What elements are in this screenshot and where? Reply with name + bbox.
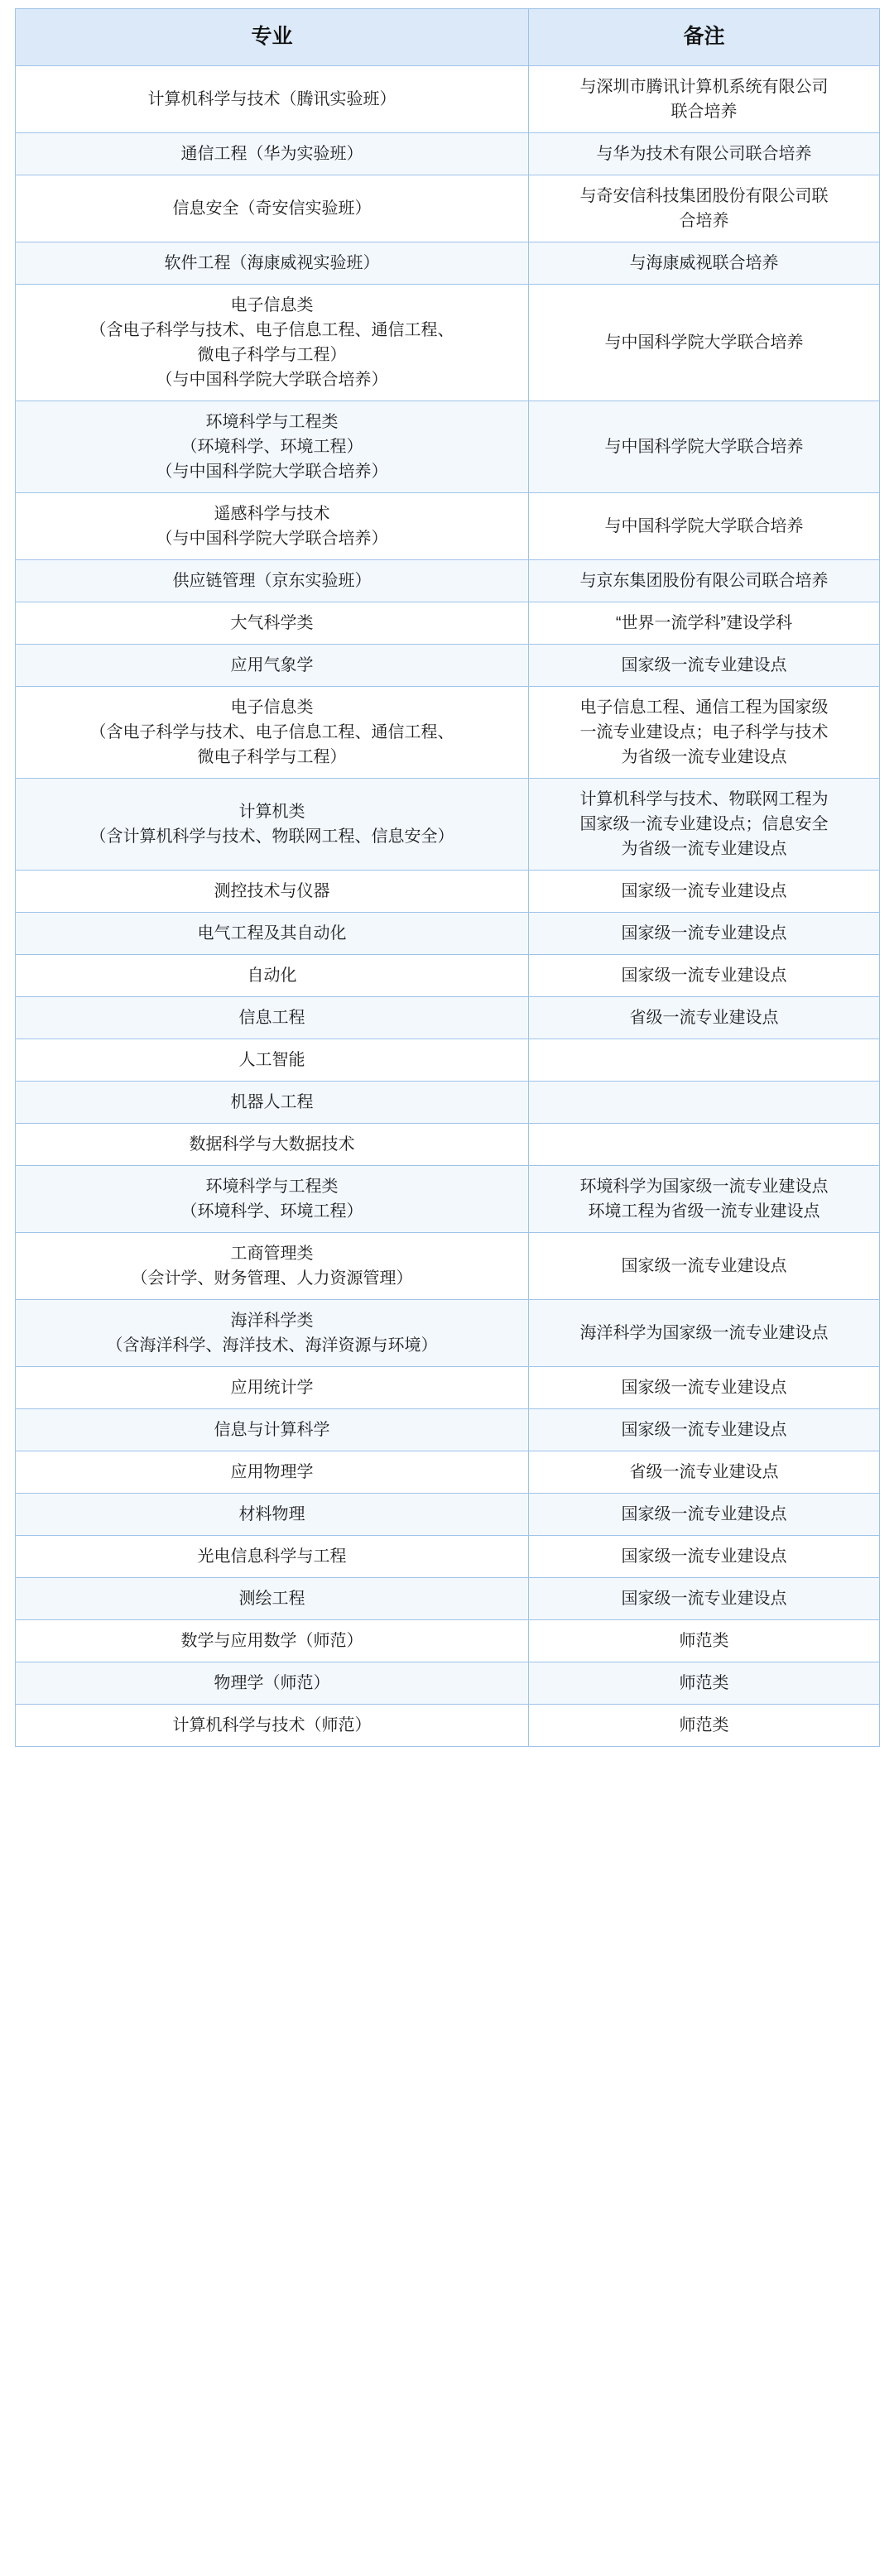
cell-note-line: 与京东集团股份有限公司联合培养 — [579, 572, 829, 590]
cell-note — [529, 1451, 880, 1494]
cell-note-line: 合培养 — [679, 212, 729, 230]
table-row — [16, 1124, 880, 1166]
cell-major-line: 测控技术与仪器 — [214, 882, 330, 900]
cell-major — [16, 687, 529, 779]
table-body — [16, 66, 880, 1747]
cell-note — [529, 645, 880, 687]
table-row — [16, 1620, 880, 1662]
cell-note — [529, 1409, 880, 1451]
cell-major — [16, 1662, 529, 1705]
cell-note-line: 师范类 — [679, 1716, 729, 1734]
cell-major-line: 通信工程（华为实验班） — [180, 145, 363, 163]
table-row — [16, 997, 880, 1039]
cell-note — [529, 1705, 880, 1747]
table-row — [16, 871, 880, 913]
cell-major-line: 供应链管理（京东实验班） — [172, 572, 372, 590]
cell-major — [16, 175, 529, 242]
cell-note — [529, 1300, 880, 1367]
cell-major — [16, 1409, 529, 1451]
cell-major-line: 测绘工程 — [238, 1590, 305, 1608]
cell-note — [529, 401, 880, 493]
table-row — [16, 1578, 880, 1620]
cell-note-line: 与深圳市腾讯计算机系统有限公司 — [579, 78, 829, 96]
cell-major-line: 电子信息类 — [230, 296, 314, 314]
cell-major-line: （含计算机科学与技术、物联网工程、信息安全） — [89, 827, 454, 846]
cell-major-line: 微电子科学与工程） — [197, 748, 347, 766]
table-row — [16, 1166, 880, 1233]
table-row — [16, 66, 880, 133]
cell-major-line: 信息与计算科学 — [214, 1421, 330, 1439]
table-row — [16, 1536, 880, 1578]
cell-note-line: 与奇安信科技集团股份有限公司联 — [579, 187, 829, 205]
table-row — [16, 602, 880, 645]
cell-note — [529, 66, 880, 133]
cell-note-line: 国家级一流专业建设点 — [621, 882, 787, 900]
cell-note — [529, 1082, 880, 1124]
table-row — [16, 913, 880, 955]
cell-note — [529, 1233, 880, 1300]
cell-major-line: （与中国科学院大学联合培养） — [156, 371, 388, 389]
cell-note-line: 与华为技术有限公司联合培养 — [596, 145, 812, 163]
cell-note-line: 国家级一流专业建设点 — [621, 1505, 787, 1523]
cell-major-line: 信息工程 — [238, 1009, 305, 1027]
cell-major — [16, 602, 529, 645]
table-row — [16, 1409, 880, 1451]
cell-major-line: 光电信息科学与工程 — [197, 1547, 347, 1566]
cell-major-line: 应用气象学 — [230, 656, 314, 674]
cell-major-line: 信息安全（奇安信实验班） — [172, 199, 372, 218]
cell-major — [16, 1578, 529, 1620]
cell-note — [529, 493, 880, 560]
cell-major — [16, 1082, 529, 1124]
cell-major — [16, 401, 529, 493]
cell-note-line: 联合培养 — [670, 103, 738, 121]
cell-major — [16, 1300, 529, 1367]
cell-note-line: 与中国科学院大学联合培养 — [604, 333, 804, 352]
cell-major-line: 计算机科学与技术（师范） — [172, 1716, 372, 1734]
cell-major-line: 应用统计学 — [230, 1379, 314, 1397]
cell-note-line: 计算机科学与技术、物联网工程为 — [579, 790, 829, 808]
cell-major — [16, 285, 529, 401]
cell-major — [16, 1536, 529, 1578]
cell-note — [529, 871, 880, 913]
table-header-row — [16, 9, 880, 66]
cell-note — [529, 1494, 880, 1536]
table-row — [16, 1233, 880, 1300]
table-row — [16, 779, 880, 871]
cell-major-line: （会计学、财务管理、人力资源管理） — [131, 1269, 413, 1288]
cell-major — [16, 1705, 529, 1747]
cell-note — [529, 133, 880, 175]
cell-note-line: “世界一流学科”建设学科 — [615, 614, 793, 632]
cell-note-line: 国家级一流专业建设点 — [621, 924, 787, 943]
cell-major — [16, 1494, 529, 1536]
cell-note-line: 与海康威视联合培养 — [629, 254, 779, 272]
cell-note-line: 与中国科学院大学联合培养 — [604, 517, 804, 535]
cell-note — [529, 997, 880, 1039]
table-row — [16, 401, 880, 493]
cell-major-line: 物理学（师范） — [214, 1674, 330, 1692]
cell-major-line: （含电子科学与技术、电子信息工程、通信工程、 — [89, 723, 454, 741]
column-header-major: 专业 — [16, 9, 529, 66]
cell-major-line: （环境科学、环境工程） — [180, 1202, 363, 1221]
cell-note-line: 省级一流专业建设点 — [629, 1463, 779, 1481]
cell-note-line — [536, 1051, 872, 1069]
cell-note-line: 国家级一流专业建设点 — [621, 967, 787, 985]
table-row — [16, 133, 880, 175]
table-row — [16, 1705, 880, 1747]
cell-major — [16, 1166, 529, 1233]
cell-major — [16, 871, 529, 913]
cell-major — [16, 1367, 529, 1409]
table-row — [16, 1300, 880, 1367]
cell-note-line: 国家级一流专业建设点 — [621, 1257, 787, 1275]
cell-major-line: （与中国科学院大学联合培养） — [156, 463, 388, 481]
table-row — [16, 1451, 880, 1494]
cell-note — [529, 1620, 880, 1662]
cell-major — [16, 1620, 529, 1662]
cell-note-line: 国家级一流专业建设点 — [621, 1421, 787, 1439]
cell-note-line — [536, 1135, 872, 1154]
cell-note-line: 师范类 — [679, 1674, 729, 1692]
table-header — [16, 9, 880, 66]
cell-note-line: 环境工程为省级一流专业建设点 — [588, 1202, 820, 1221]
table-row — [16, 1662, 880, 1705]
cell-note — [529, 1166, 880, 1233]
cell-major-line: 人工智能 — [238, 1051, 305, 1069]
cell-major-line: 电气工程及其自动化 — [197, 924, 347, 943]
cell-major — [16, 1039, 529, 1082]
cell-major-line: （与中国科学院大学联合培养） — [156, 530, 388, 548]
cell-major — [16, 66, 529, 133]
table-row — [16, 493, 880, 560]
cell-major-line: 数据科学与大数据技术 — [189, 1135, 355, 1154]
cell-major-line: 数学与应用数学（师范） — [180, 1632, 363, 1650]
cell-major-line: （含海洋科学、海洋技术、海洋资源与环境） — [106, 1336, 438, 1355]
cell-major-line: 电子信息类 — [230, 698, 314, 717]
table-row — [16, 687, 880, 779]
cell-note — [529, 242, 880, 285]
cell-note-line: 为省级一流专业建设点 — [621, 748, 787, 766]
cell-note-line: 一流专业建设点；电子科学与技术 — [579, 723, 829, 741]
major-list-table — [15, 8, 880, 1747]
cell-major — [16, 1451, 529, 1494]
cell-major — [16, 560, 529, 602]
cell-note-line: 与中国科学院大学联合培养 — [604, 438, 804, 456]
cell-major — [16, 913, 529, 955]
cell-major-line: 大气科学类 — [230, 614, 314, 632]
table-row — [16, 1367, 880, 1409]
cell-major-line: 环境科学与工程类 — [205, 413, 339, 431]
cell-note — [529, 779, 880, 871]
cell-note-line: 国家级一流专业建设点 — [621, 1547, 787, 1566]
cell-major — [16, 493, 529, 560]
cell-major-line: 遥感科学与技术 — [214, 505, 330, 523]
cell-note — [529, 1578, 880, 1620]
cell-major-line: 环境科学与工程类 — [205, 1178, 339, 1196]
cell-note — [529, 285, 880, 401]
cell-note — [529, 1536, 880, 1578]
cell-note — [529, 1039, 880, 1082]
cell-major-line: 工商管理类 — [230, 1245, 314, 1263]
cell-note-line: 国家级一流专业建设点；信息安全 — [579, 815, 829, 833]
cell-note — [529, 1367, 880, 1409]
cell-major — [16, 779, 529, 871]
cell-note — [529, 560, 880, 602]
cell-note — [529, 602, 880, 645]
cell-note-line: 海洋科学为国家级一流专业建设点 — [579, 1324, 829, 1342]
table-row — [16, 955, 880, 997]
cell-major — [16, 133, 529, 175]
cell-major-line: 材料物理 — [238, 1505, 305, 1523]
cell-note-line: 国家级一流专业建设点 — [621, 1379, 787, 1397]
cell-major — [16, 997, 529, 1039]
cell-major-line: （环境科学、环境工程） — [180, 438, 363, 456]
column-header-note: 备注 — [529, 9, 880, 66]
cell-note — [529, 175, 880, 242]
cell-note-line — [536, 1093, 872, 1111]
cell-major — [16, 242, 529, 285]
cell-major-line: 海洋科学类 — [230, 1312, 314, 1330]
table-row — [16, 645, 880, 687]
cell-note-line: 环境科学为国家级一流专业建设点 — [579, 1178, 829, 1196]
table-row — [16, 285, 880, 401]
table-row — [16, 242, 880, 285]
cell-note — [529, 1124, 880, 1166]
cell-note-line: 国家级一流专业建设点 — [621, 1590, 787, 1608]
cell-note — [529, 1662, 880, 1705]
cell-note-line: 电子信息工程、通信工程为国家级 — [579, 698, 829, 717]
cell-note-line: 师范类 — [679, 1632, 729, 1650]
cell-major — [16, 1233, 529, 1300]
table-row — [16, 1039, 880, 1082]
cell-note-line: 国家级一流专业建设点 — [621, 656, 787, 674]
cell-major-line: 计算机科学与技术（腾讯实验班） — [147, 90, 397, 108]
cell-major — [16, 955, 529, 997]
cell-note-line: 为省级一流专业建设点 — [621, 840, 787, 858]
cell-major-line: 自动化 — [247, 967, 297, 985]
cell-note — [529, 955, 880, 997]
table-row — [16, 1082, 880, 1124]
cell-major-line: 软件工程（海康威视实验班） — [164, 254, 380, 272]
cell-major-line: 应用物理学 — [230, 1463, 314, 1481]
cell-major — [16, 645, 529, 687]
table-row — [16, 560, 880, 602]
cell-note — [529, 913, 880, 955]
table-row — [16, 1494, 880, 1536]
cell-note-line: 省级一流专业建设点 — [629, 1009, 779, 1027]
table-row — [16, 175, 880, 242]
cell-major-line: 计算机类 — [238, 803, 305, 821]
cell-major-line: 微电子科学与工程） — [197, 346, 347, 364]
cell-major-line: （含电子科学与技术、电子信息工程、通信工程、 — [89, 321, 454, 339]
cell-major-line: 机器人工程 — [230, 1093, 314, 1111]
cell-note — [529, 687, 880, 779]
cell-major — [16, 1124, 529, 1166]
